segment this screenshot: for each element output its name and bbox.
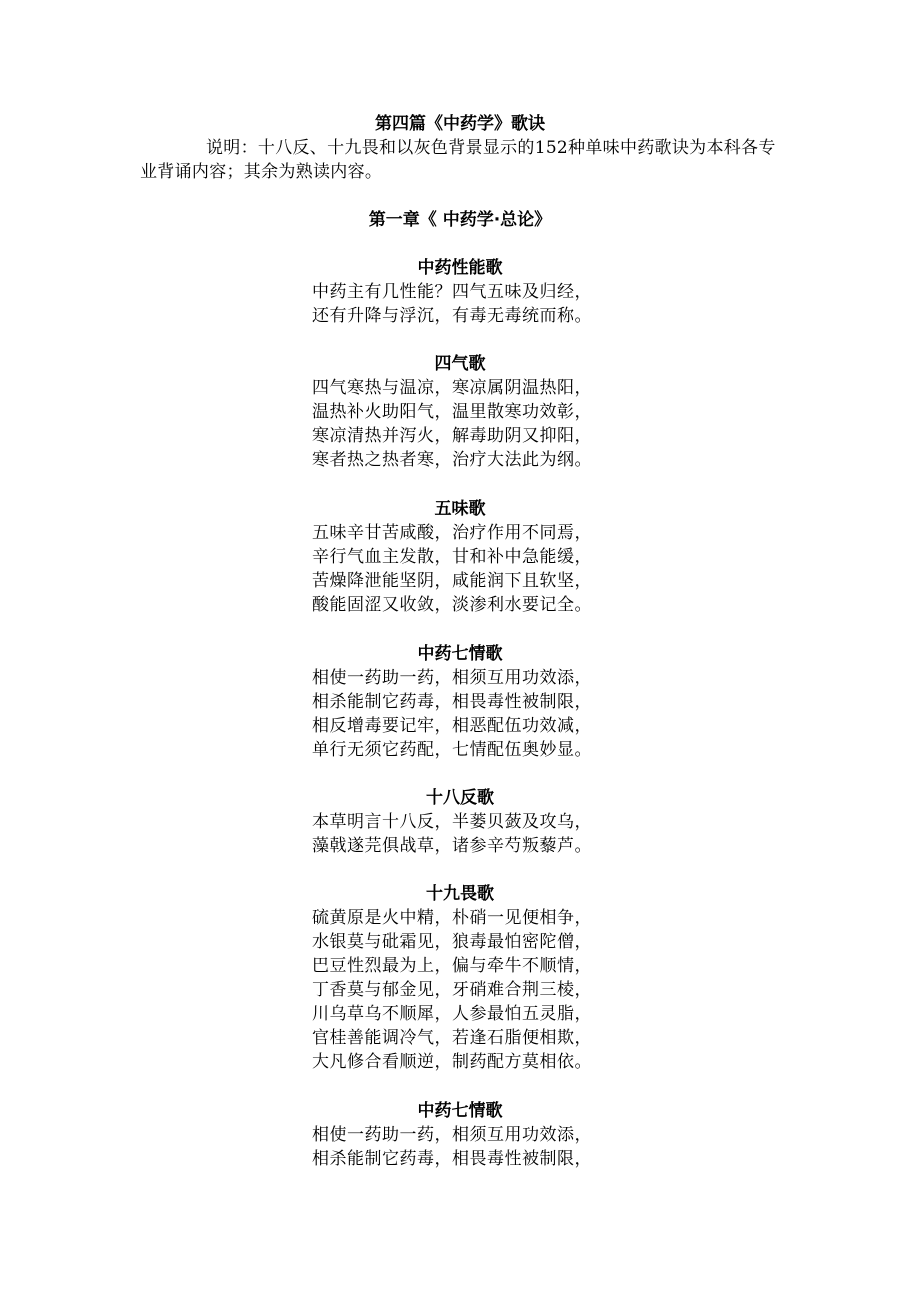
poem-line: 本草明言十八反，半蒌贝蔹及攻乌， [312, 812, 592, 832]
poem-title: 中药性能歌 [417, 258, 503, 278]
poem-line: 单行无须它药配，七情配伍奥妙显。 [312, 740, 592, 760]
poem-line: 相使一药助一药，相须互用功效添， [312, 1125, 592, 1145]
document-title: 第四篇《中药学》歌诀 [375, 114, 545, 134]
poem-section [0, 642, 920, 762]
poem-line: 相反增毒要记牢，相恶配伍功效减， [312, 716, 592, 736]
poem-title: 十八反歌 [426, 788, 494, 808]
poem-section [0, 352, 920, 472]
chapter-title: 第一章《 中药学·总论》 [368, 210, 552, 230]
poem-line: 相杀能制它药毒，相畏毒性被制限， [312, 692, 592, 712]
poem-title: 四气歌 [434, 354, 486, 374]
poem-section [0, 256, 920, 328]
poem-title: 十九畏歌 [426, 884, 494, 904]
poem-section [0, 882, 920, 1074]
poem-section [0, 786, 920, 858]
poem-line: 寒者热之热者寒，治疗大法此为纲。 [312, 450, 592, 470]
poem-line: 相使一药助一药，相须互用功效添， [312, 668, 592, 688]
poem-line: 五味辛甘苦咸酸，治疗作用不同焉， [312, 523, 592, 543]
poem-section [0, 497, 920, 617]
poem-line: 丁香莫与郁金见，牙硝难合荆三棱， [312, 980, 592, 1000]
poem-line: 相杀能制它药毒，相畏毒性被制限， [312, 1149, 592, 1169]
poem-section [0, 1099, 920, 1171]
poem-line: 硫黄原是火中精，朴硝一见便相争， [312, 908, 592, 928]
poem-line: 川乌草乌不顺犀，人参最怕五灵脂， [312, 1004, 592, 1024]
poem-line: 酸能固涩又收敛，淡渗利水要记全。 [312, 595, 592, 615]
poem-line: 四气寒热与温凉，寒凉属阴温热阳， [312, 378, 592, 398]
poem-line: 官桂善能调冷气，若逢石脂便相欺， [312, 1028, 592, 1048]
poem-line: 水银莫与砒霜见，狼毒最怕密陀僧， [312, 932, 592, 952]
poem-line: 巴豆性烈最为上，偏与牵牛不顺情， [312, 956, 592, 976]
poem-line: 中药主有几性能？四气五味及归经， [312, 282, 592, 302]
poem-line: 还有升降与浮沉，有毒无毒统而称。 [312, 306, 592, 326]
poem-title: 五味歌 [434, 499, 486, 519]
poem-line: 辛行气血主发散，甘和补中急能缓， [312, 547, 592, 567]
poem-title: 中药七情歌 [417, 1101, 503, 1121]
poem-title: 中药七情歌 [417, 644, 503, 664]
poem-line: 苦燥降泄能坚阴，咸能润下且软坚， [312, 571, 592, 591]
poem-line: 大凡修合看顺逆，制药配方莫相依。 [312, 1052, 592, 1072]
poem-line: 温热补火助阳气，温里散寒功效彰， [312, 402, 592, 422]
intro-paragraph: 说明：十八反、十九畏和以灰色背景显示的152种单味中药歌诀为本科各专业背诵内容；其余为熟读内容。 [140, 138, 776, 182]
poem-line: 寒凉清热并泻火，解毒助阴又抑阳， [312, 426, 592, 446]
poem-line: 藻戟遂芫俱战草，诸参辛芍叛藜芦。 [312, 836, 592, 856]
